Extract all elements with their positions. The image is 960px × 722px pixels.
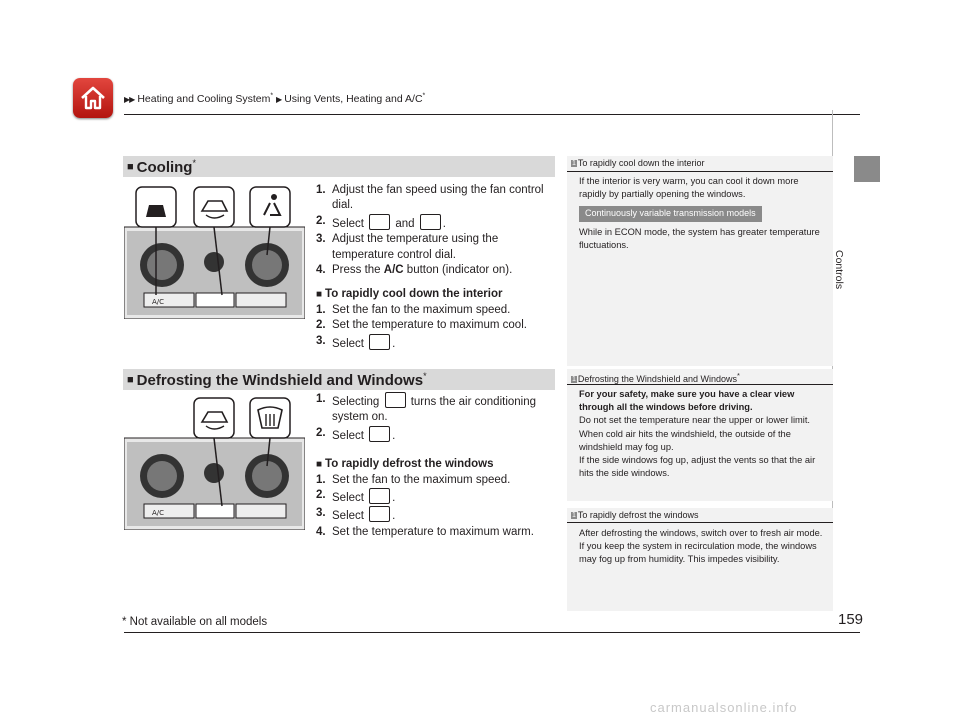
side-tab-marker[interactable] (854, 156, 880, 182)
fresh-air-icon (369, 334, 390, 350)
recirculation-icon (420, 214, 441, 230)
mode-vent-icon (369, 214, 390, 230)
note-heading-cooling: 1 To rapidly cool down the interior (572, 158, 705, 168)
breadcrumb-link-heating[interactable]: Heating and Cooling System* (137, 92, 274, 105)
home-icon (79, 84, 107, 112)
ac-button-label: A/C (152, 509, 165, 517)
note-rule (567, 384, 833, 385)
cooling-sub-step-1: 1. Set the fan to the maximum speed. (316, 303, 511, 316)
page-number: 159 (838, 611, 864, 628)
defrost-section-title: ■ Defrosting the Windshield and Windows* (127, 371, 427, 389)
defrost-sub-step-1: 1. Set the fan to the maximum speed. (316, 473, 511, 486)
side-tab-controls[interactable]: Controls (833, 250, 845, 290)
defrost-step-1: 1. Selecting turns the air conditioning system on. (316, 393, 537, 424)
defrost-step-2: 2. Select . (316, 426, 396, 442)
breadcrumb-arrow-icon: ▶▶ (124, 94, 135, 104)
cooling-step-2: 2. Select and . (316, 214, 446, 230)
breadcrumb-link-vents[interactable]: Using Vents, Heating and A/C* (284, 92, 426, 105)
cooling-panel-illustration (124, 185, 305, 319)
footnote: * Not available on all models (122, 616, 268, 628)
defrost-sub-step-3: 3. Select . (316, 507, 396, 523)
breadcrumb-arrow-icon: ▶ (276, 94, 282, 104)
home-button[interactable] (73, 78, 113, 118)
watermark: carmanualsonline.info (650, 700, 798, 715)
cooling-step-3: 3. Adjust the temperature using the temperature control dial. (316, 233, 499, 261)
note-text-defrost: For your safety, make sure you have a clear view through all the windows before driving. Do not set the temperature near the upper or lower limit. When cold air hits the windshield, the outside of the windshield may fog up. If the side windows fog up, adjust the vents so that the air hits the side windows. (579, 389, 816, 479)
ac-button-icon (146, 205, 166, 217)
cooling-section-title: ■ Cooling* (127, 158, 196, 176)
defrost-sub-step-2: 2. Select . (316, 489, 396, 505)
header-rule (124, 114, 860, 115)
defrost-panel-illustration (124, 396, 305, 530)
defrost-sub-step-4: 4. Set the temperature to maximum warm. (316, 525, 534, 538)
note-heading-defrost: 1 Defrosting the Windshield and Windows* (572, 371, 740, 384)
cooling-sub-step-3: 3. Select . (316, 334, 396, 350)
note-rule (567, 171, 833, 172)
cooling-step-4: 4. Press the A/C button (indicator on). (316, 264, 513, 277)
defrost-subheading: ■ To rapidly defrost the windows (316, 458, 494, 471)
footer-rule (124, 632, 860, 633)
cooling-subheading: ■ To rapidly cool down the interior (316, 288, 503, 301)
ac-button-label: A/C (152, 298, 165, 306)
cooling-step-1: 1. Adjust the fan speed using the fan control dial. (316, 184, 544, 212)
note-text-rapid-defrost: After defrosting the windows, switch over to fresh air mode. If you keep the system in recirculation mode, the windows may fog up from humidity. This impedes visibility. (579, 528, 823, 565)
note-rule (567, 522, 833, 523)
note-heading-rapid-defrost: 1 To rapidly defrost the windows (572, 510, 699, 520)
windshield-defrost-icon (369, 488, 390, 504)
fresh-air-icon (369, 506, 390, 522)
cooling-steps (316, 183, 556, 352)
breadcrumb (124, 92, 425, 105)
note-text-cooling: If the interior is very warm, you can cool it down more rapidly by partially opening the windows. Continuously variable transmission models While in ECON mode, the system has greater temperature fluctuations. (579, 176, 820, 250)
recirculation-icon (369, 426, 390, 442)
defrost-steps (316, 392, 556, 540)
cvt-models-tag: Continuously variable transmission models (579, 206, 762, 221)
windshield-defrost-icon (385, 392, 406, 408)
cooling-sub-step-2: 2. Set the temperature to maximum cool. (316, 319, 527, 332)
